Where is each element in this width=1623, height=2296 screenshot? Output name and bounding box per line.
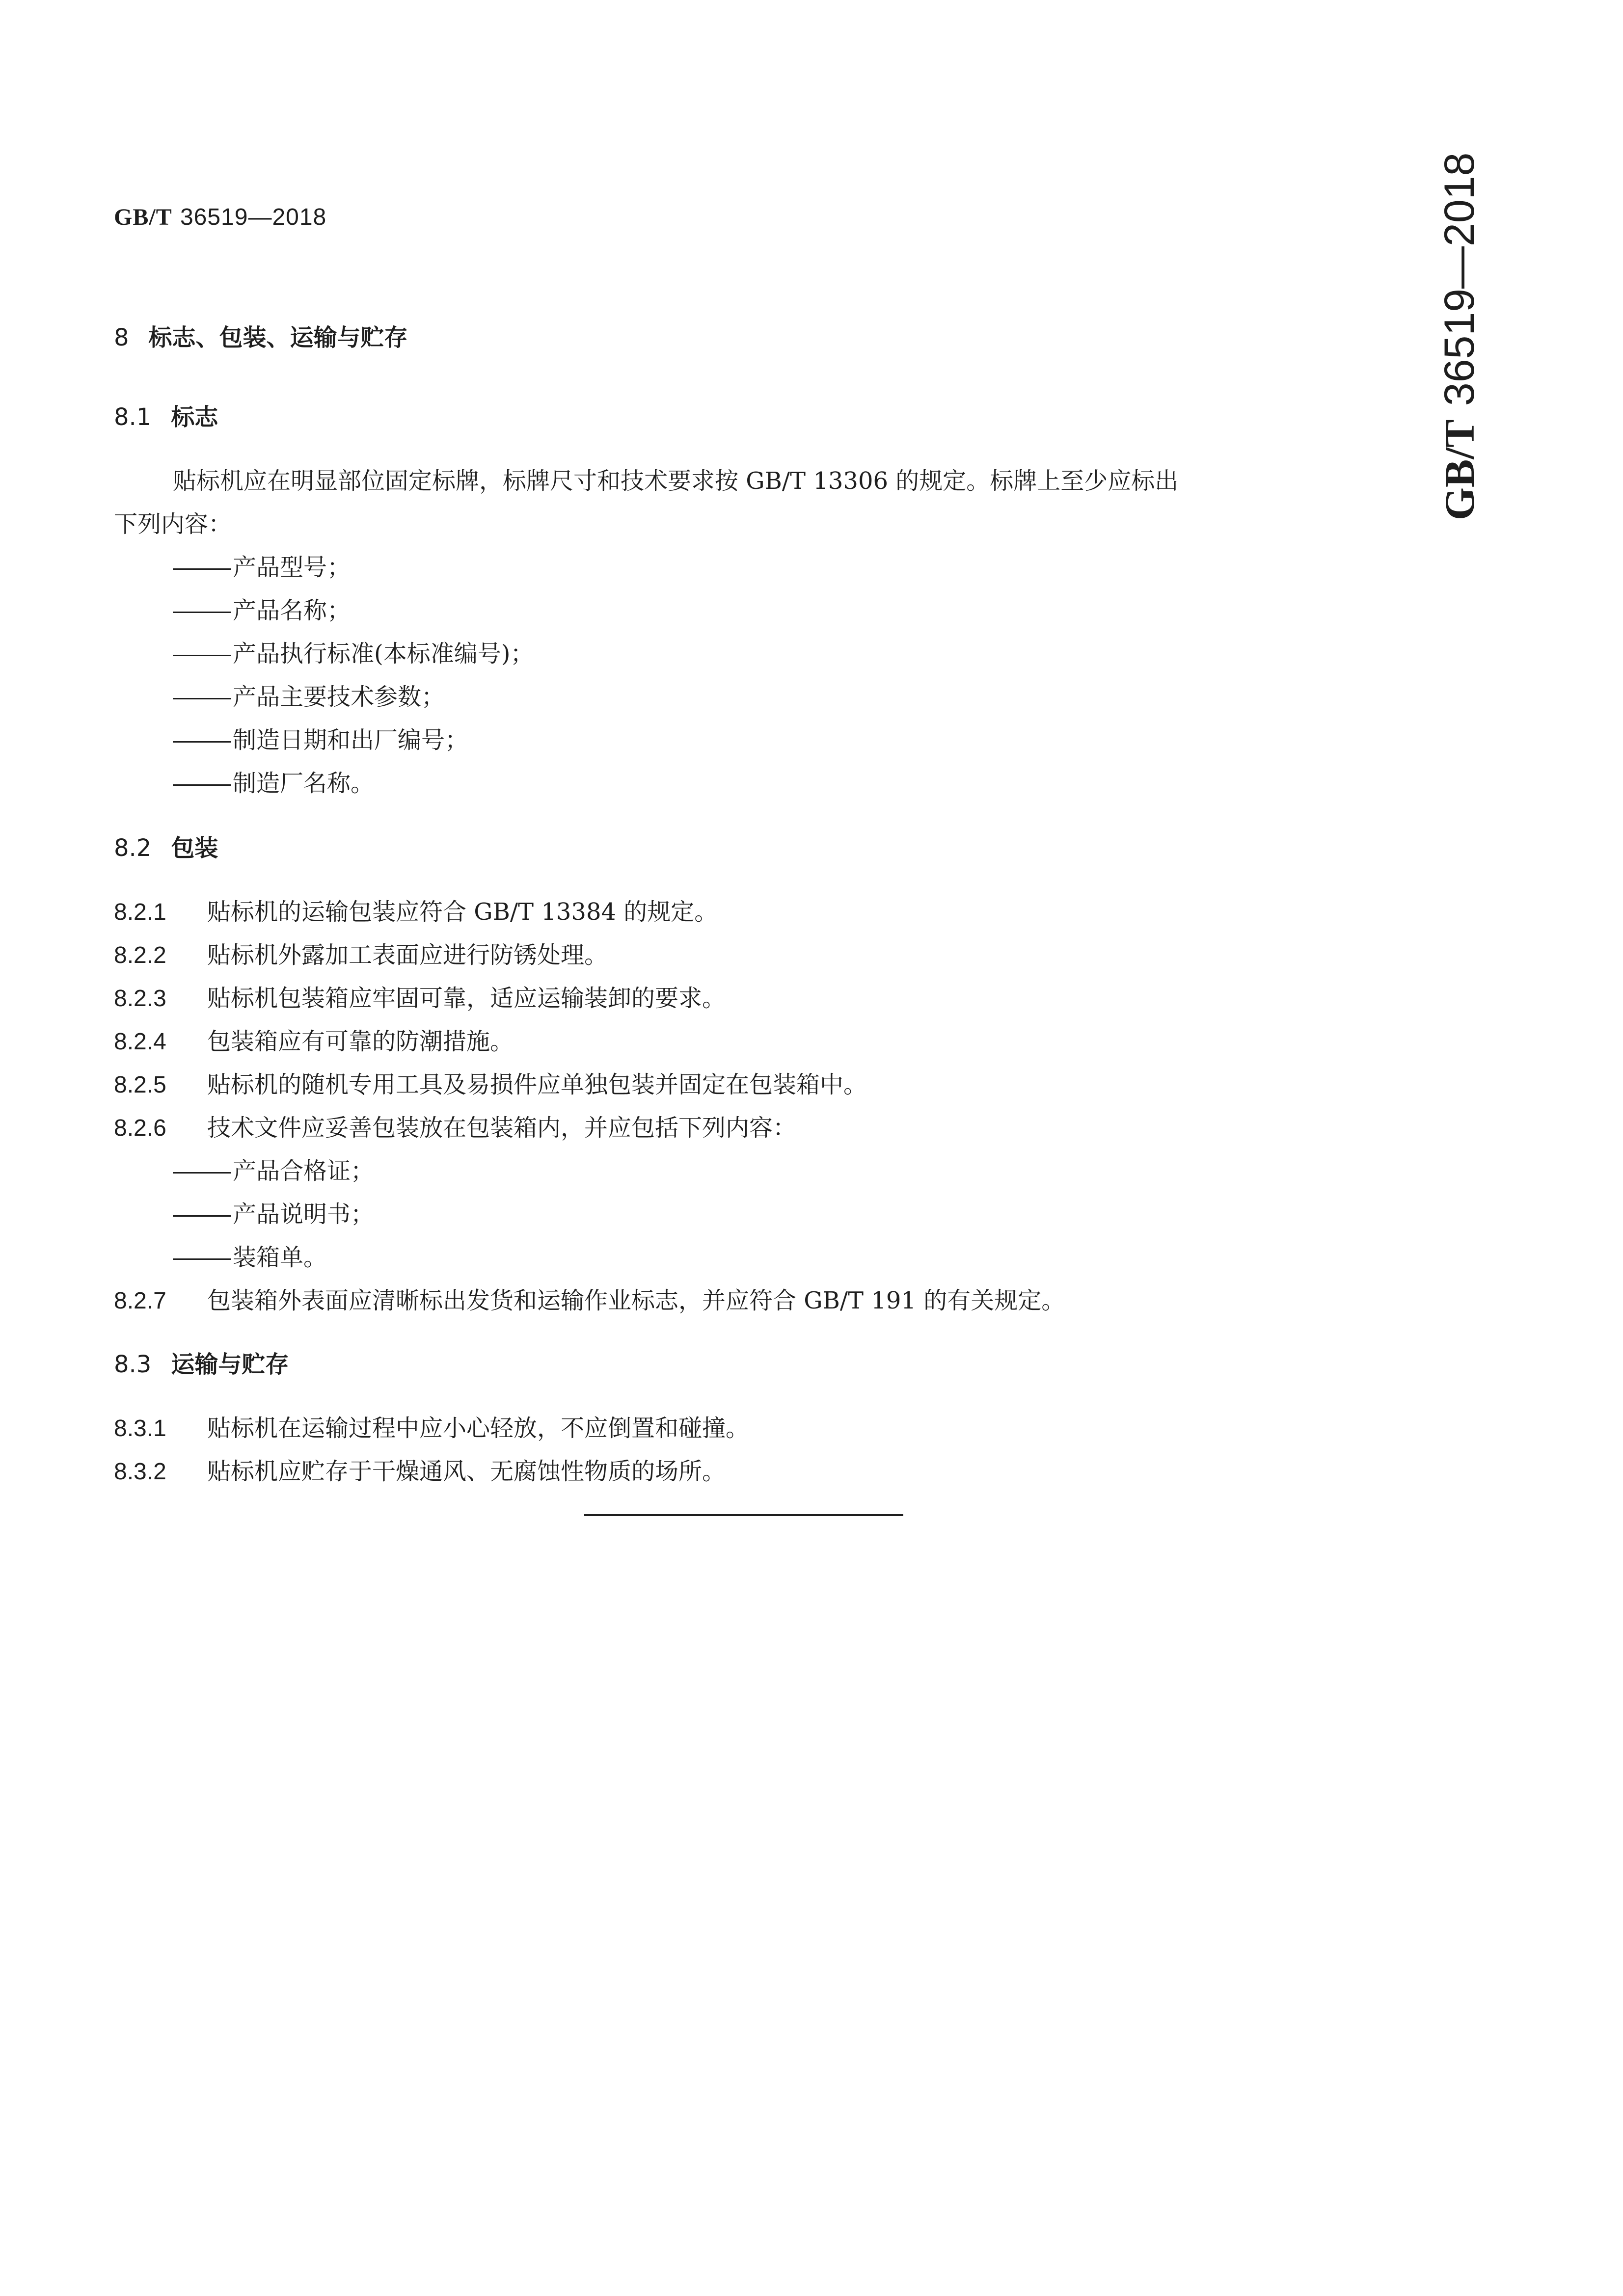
list-item: 产品合格证； (173, 1159, 374, 1183)
standard-header (114, 205, 326, 229)
list-item: 产品主要技术参数； (173, 685, 445, 709)
clause-8-2-1: 8.2.1 贴标机的运输包装应符合 GB/T 13384 的规定。 (114, 898, 718, 926)
clause-8-2-2: 8.2.2 贴标机外露加工表面应进行防锈处理。 (114, 941, 608, 969)
dash-mark (173, 1215, 231, 1217)
list-item: 制造日期和出厂编号； (173, 728, 468, 752)
list-item: 产品说明书； (173, 1202, 374, 1226)
clause-8-2-7: 8.2.7 包装箱外表面应清晰标出发货和运输作业标志，并应符合 GB/T 191 的有关规定。 (114, 1287, 1065, 1314)
section-number: 8.1 (114, 403, 152, 431)
list-item: 产品型号； (173, 556, 351, 579)
section-8-heading (114, 326, 408, 349)
side-number: 36519—2018 (1436, 152, 1483, 406)
list-item: 装箱单。 (173, 1246, 327, 1269)
list-item: 产品名称； (173, 599, 351, 622)
clause-8-2-4: 8.2.4 包装箱应有可靠的防潮措施。 (114, 1028, 514, 1055)
clause-8-3-1: 8.3.1 贴标机在运输过程中应小心轻放，不应倒置和碰撞。 (114, 1415, 750, 1442)
clause-8-3-2: 8.3.2 贴标机应贮存于干燥通风、无腐蚀性物质的场所。 (114, 1458, 726, 1485)
paragraph-line: 贴标机应在明显部位固定标牌，标牌尺寸和技术要求按 GB/T 13306 的规定。标牌上至少应标出 (173, 467, 1179, 495)
dash-mark (173, 655, 231, 656)
section-title: 包装 (171, 834, 218, 862)
clause-8-2-5: 8.2.5 贴标机的随机专用工具及易损件应单独包装并固定在包装箱中。 (114, 1071, 867, 1098)
section-number: 8 (114, 324, 129, 351)
section-8-2-heading (114, 836, 218, 860)
dash-mark (173, 741, 231, 743)
clause-8-2-6: 8.2.6 技术文件应妥善包装放在包装箱内，并应包括下列内容： (114, 1114, 797, 1142)
dash-mark (173, 698, 231, 699)
side-gbt: GB/T (1436, 419, 1483, 520)
dash-mark (173, 1258, 231, 1260)
side-standard-code (1438, 153, 1481, 520)
section-8-1-heading (114, 405, 218, 429)
section-title: 标志、包装、运输与贮存 (148, 324, 408, 351)
list-item: 产品执行标准(本标准编号)； (173, 642, 534, 666)
dash-mark (173, 784, 231, 786)
section-number: 8.2 (114, 834, 152, 862)
dash-mark (173, 568, 231, 570)
section-title: 标志 (171, 403, 218, 431)
paragraph-line: 下列内容： (114, 510, 232, 538)
section-8-3-heading (114, 1353, 289, 1376)
dash-mark (173, 612, 231, 613)
section-number: 8.3 (114, 1351, 152, 1378)
section-title: 运输与贮存 (171, 1351, 289, 1378)
header-number: 36519—2018 (180, 204, 327, 230)
header-gbt: GB/T (114, 204, 172, 230)
clause-8-2-3: 8.2.3 贴标机包装箱应牢固可靠，适应运输装卸的要求。 (114, 985, 726, 1012)
list-item: 制造厂名称。 (173, 772, 374, 795)
end-of-standard-rule (584, 1514, 903, 1516)
dash-mark (173, 1172, 231, 1174)
